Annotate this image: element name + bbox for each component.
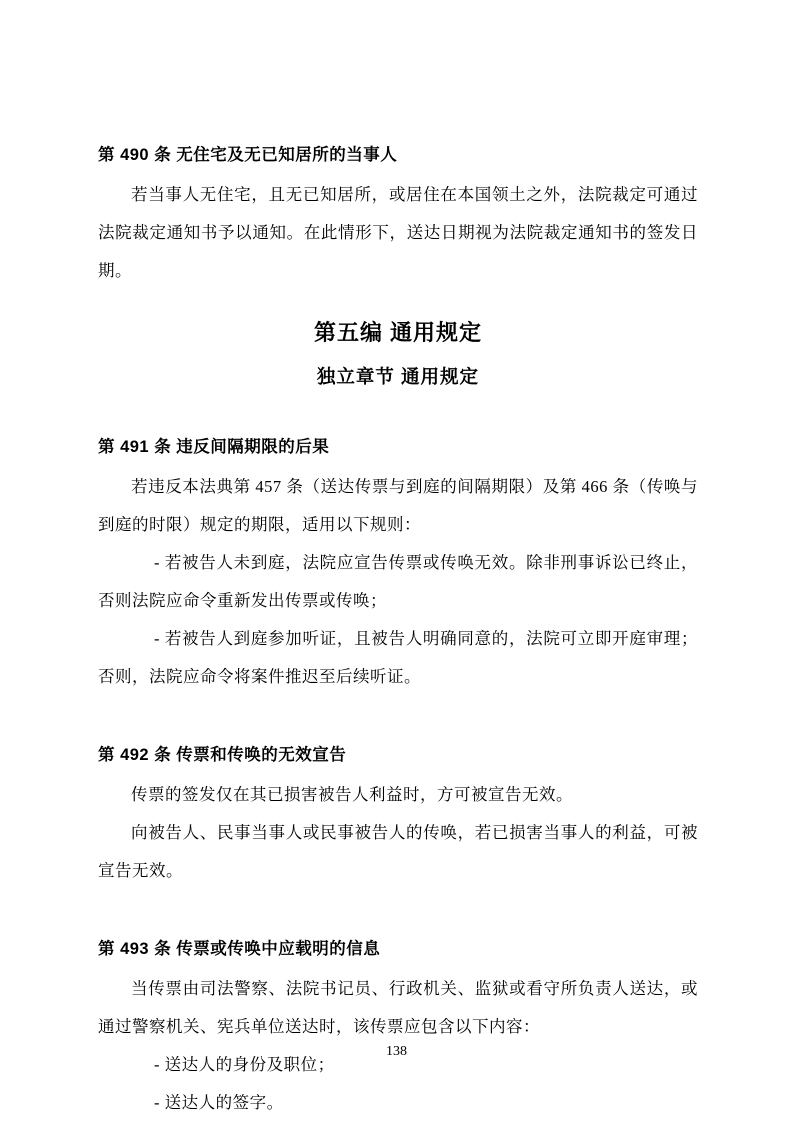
article-491-paragraph: 若违反本法典第 457 条（送达传票与到庭的间隔期限）及第 466 条（传唤与到庭的时限）规定的期限，适用以下规则： xyxy=(98,477,698,534)
article-493-paragraph: 当传票由司法警察、法院书记员、行政机关、监狱或看守所负责人送达，或通过警察机关、宪兵单位送达时，该传票应包含以下内容： xyxy=(98,979,698,1036)
article-491-bullet-1: - 若被告人未到庭，法院应宣告传票或传唤无效。除非刑事诉讼已终止，否则法院应命令重新发出传票或传唤； xyxy=(98,553,698,610)
article-491-bullet-2: - 若被告人到庭参加听证，且被告人明确同意的，法院可立即开庭审理；否则，法院应命令将案件推迟至后续听证。 xyxy=(98,629,698,686)
article-490-heading: 第 490 条 无住宅及无已知居所的当事人 xyxy=(98,146,398,164)
chapter-title: 独立章节 通用规定 xyxy=(316,366,480,387)
article-493-bullet-2: - 送达人的签字。 xyxy=(154,1093,284,1112)
article-490-paragraph: 若当事人无住宅，且无已知居所，或居住在本国领土之外，法院裁定可通过法院裁定通知书予以通知。在此情形下，送达日期视为法院裁定通知书的签发日期。 xyxy=(98,185,698,280)
article-493 xyxy=(98,934,698,1122)
page-number: 138 xyxy=(386,1044,407,1059)
article-491-heading: 第 491 条 违反间隔期限的后果 xyxy=(98,438,330,456)
article-493-bullet-1: - 送达人的身份及职位； xyxy=(154,1055,335,1074)
article-492-paragraph-1: 传票的签发仅在其已损害被告人利益时，方可被宣告无效。 xyxy=(131,785,573,804)
article-491 xyxy=(98,432,698,696)
article-493-heading: 第 493 条 传票或传唤中应载明的信息 xyxy=(98,940,381,958)
part-title: 第五编 通用规定 xyxy=(313,320,483,345)
article-492-heading: 第 492 条 传票和传唤的无效宣告 xyxy=(98,746,347,764)
article-492-paragraph-2: 向被告人、民事当事人或民事被告人的传唤，若已损害当事人的利益，可被宣告无效。 xyxy=(98,823,698,880)
article-492 xyxy=(98,740,698,890)
article-490 xyxy=(98,140,698,290)
